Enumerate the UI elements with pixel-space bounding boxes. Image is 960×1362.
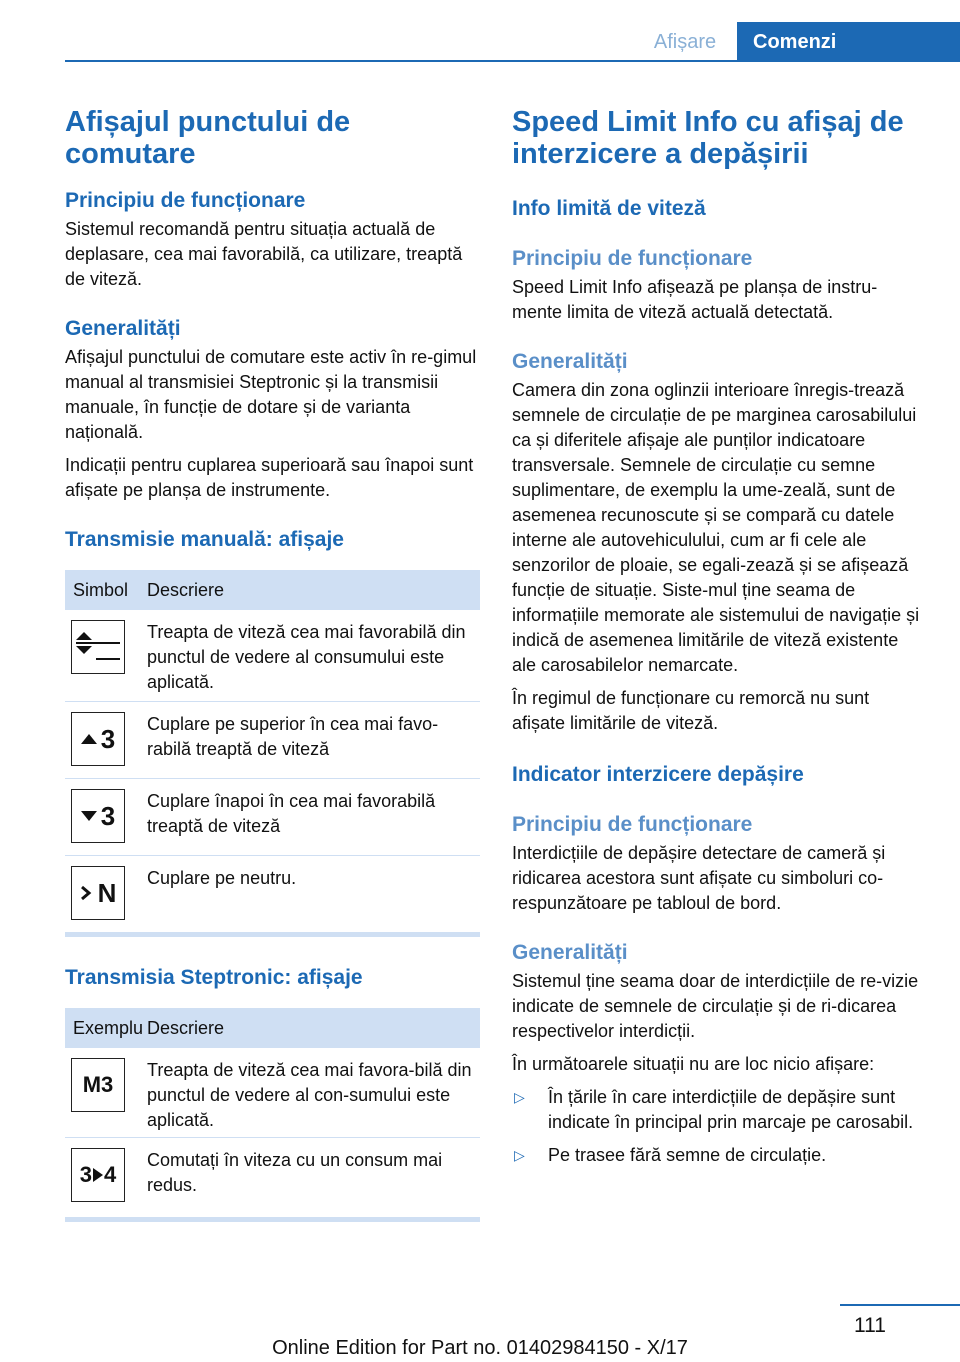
steptronic-table-heading: Transmisia Steptronic: afișaje <box>65 966 363 989</box>
general-heading-2: Generalități <box>512 941 628 964</box>
right-column <box>512 100 925 1168</box>
list-item: ▷ Pe trasee fără semne de circulație. <box>512 1143 925 1168</box>
downshift-3-icon: 3 <box>71 789 125 843</box>
left-column <box>65 100 480 1222</box>
indicator-heading: Indicator interzicere depășire <box>512 763 804 786</box>
row-description: Treapta de viteză cea mai favorabilă din punctul de vedere al consumului este aplicată. <box>147 622 466 692</box>
list-item: ▷ În țările în care interdicțiile de depășire sunt indicate în principal prin marcaje pe carosabil. <box>512 1085 925 1135</box>
principle-text: Sistemul recomandă pentru situația actuală de deplasare, cea mai favorabilă, ca utilizare, treaptă de viteză. <box>65 219 463 289</box>
page-number: 111 <box>854 1314 886 1337</box>
row-description: Comutați în viteza cu un consum mai redus. <box>147 1150 443 1195</box>
table-row <box>65 779 480 856</box>
table-row <box>65 1138 480 1217</box>
shift-3-to-4-icon: 3 4 <box>71 1148 125 1202</box>
table-row <box>65 1048 480 1138</box>
table-row <box>65 856 480 932</box>
principle-text-2: Interdicțiile de depășire detectare de cameră și ridicarea acestora sunt afișate cu simboluri co-respunzătoare pe tabloul de bord. <box>512 843 886 913</box>
table-row <box>65 702 480 779</box>
header-rule <box>65 60 960 62</box>
general-text-2: În regimul de funcționare cu remorcă nu sunt afișate limitările de viteză. <box>512 688 870 733</box>
upshift-3-icon: 3 <box>71 712 125 766</box>
section-tab: Afișare <box>653 31 717 53</box>
general-text-3: Sistemul ține seama doar de interdicțiile de re-vizie indicate de semnele de circulație și de ri-dicarea respectivelor interdicții. <box>512 971 919 1041</box>
col-description: Descriere <box>147 1017 225 1038</box>
edition-footer: Online Edition for Part no. 01402984150 - X/17 <box>272 1337 688 1359</box>
row-description: Treapta de viteză cea mai favora-bilă din punctul de vedere al con-sumului este aplicată. <box>147 1060 472 1130</box>
table-end-rule <box>65 1217 480 1222</box>
general-text-1: Afișajul punctului de comutare este activ în re-gimul manual al transmisiei Steptronic și la transmisii manuale, în funcție de dotare și de varianta națională. <box>65 347 477 442</box>
table-header <box>65 1008 480 1048</box>
chapter-tab: Comenzi <box>737 22 960 62</box>
manual-display-table <box>65 570 480 937</box>
row-description: Cuplare pe superior în cea mai favo-rabilă treaptă de viteză <box>147 714 439 759</box>
neutral-icon: N <box>71 866 125 920</box>
footer-rule <box>840 1304 960 1306</box>
row-description: Cuplare înapoi în cea mai favorabilă treaptă de viteză <box>147 791 436 836</box>
bullet-triangle-icon: ▷ <box>514 1147 525 1163</box>
right-title: Speed Limit Info cu afișaj de interzicere a depășirii <box>512 106 904 170</box>
table-row <box>65 610 480 702</box>
principle-heading: Principiu de funcționare <box>65 189 306 212</box>
optimal-gear-icon <box>71 620 125 674</box>
col-example: Exemplu <box>73 1017 144 1038</box>
principle-text: Speed Limit Info afișează pe planșa de instru-mente limita de viteză actuală detectată. <box>512 277 878 322</box>
principle-heading-2: Principiu de funcționare <box>512 813 753 836</box>
general-heading: Generalități <box>65 317 181 340</box>
general-heading: Generalități <box>512 350 628 373</box>
left-title: Afișajul punctului de comutare <box>65 106 351 170</box>
general-text-2: Indicații pentru cuplarea superioară sau înapoi sunt afișate pe planșa de instrumente. <box>65 455 474 500</box>
bullet-triangle-icon: ▷ <box>514 1089 525 1105</box>
principle-heading: Principiu de funcționare <box>512 247 753 270</box>
general-text-1: Camera din zona oglinzii interioare înregis-trează semnele de circulație de pe marginea carosabilului ca și diferitele afișaje ale punților indicatoare transversale. Semnele de circulație cu semne suplimentare, de exemplu la ume-zeală, sunt de asemenea recunoscute și se compară cu datele interne ale autovehiculului, cum ar fi cele ale senzorilor de ploaie, se egali-zează și se afișează funcție de situație. Siste-mul ține seama de informațiile memorate ale sistemului de navigație și indică de asemenea limitările de viteză existente ale carosabilelor nemarcate. <box>512 380 920 675</box>
m3-icon: M3 <box>71 1058 125 1112</box>
table-end-rule <box>65 932 480 937</box>
col-symbol: Simbol <box>73 579 129 600</box>
steptronic-display-table <box>65 1008 480 1222</box>
page-header <box>0 0 960 62</box>
col-description: Descriere <box>147 579 225 600</box>
row-description: Cuplare pe neutru. <box>147 868 297 888</box>
table-header <box>65 570 480 610</box>
manual-table-heading: Transmisie manuală: afișaje <box>65 528 344 551</box>
general-text-4: În următoarele situații nu are loc nicio afișare: <box>512 1054 875 1074</box>
info-heading: Info limită de viteză <box>512 197 706 220</box>
